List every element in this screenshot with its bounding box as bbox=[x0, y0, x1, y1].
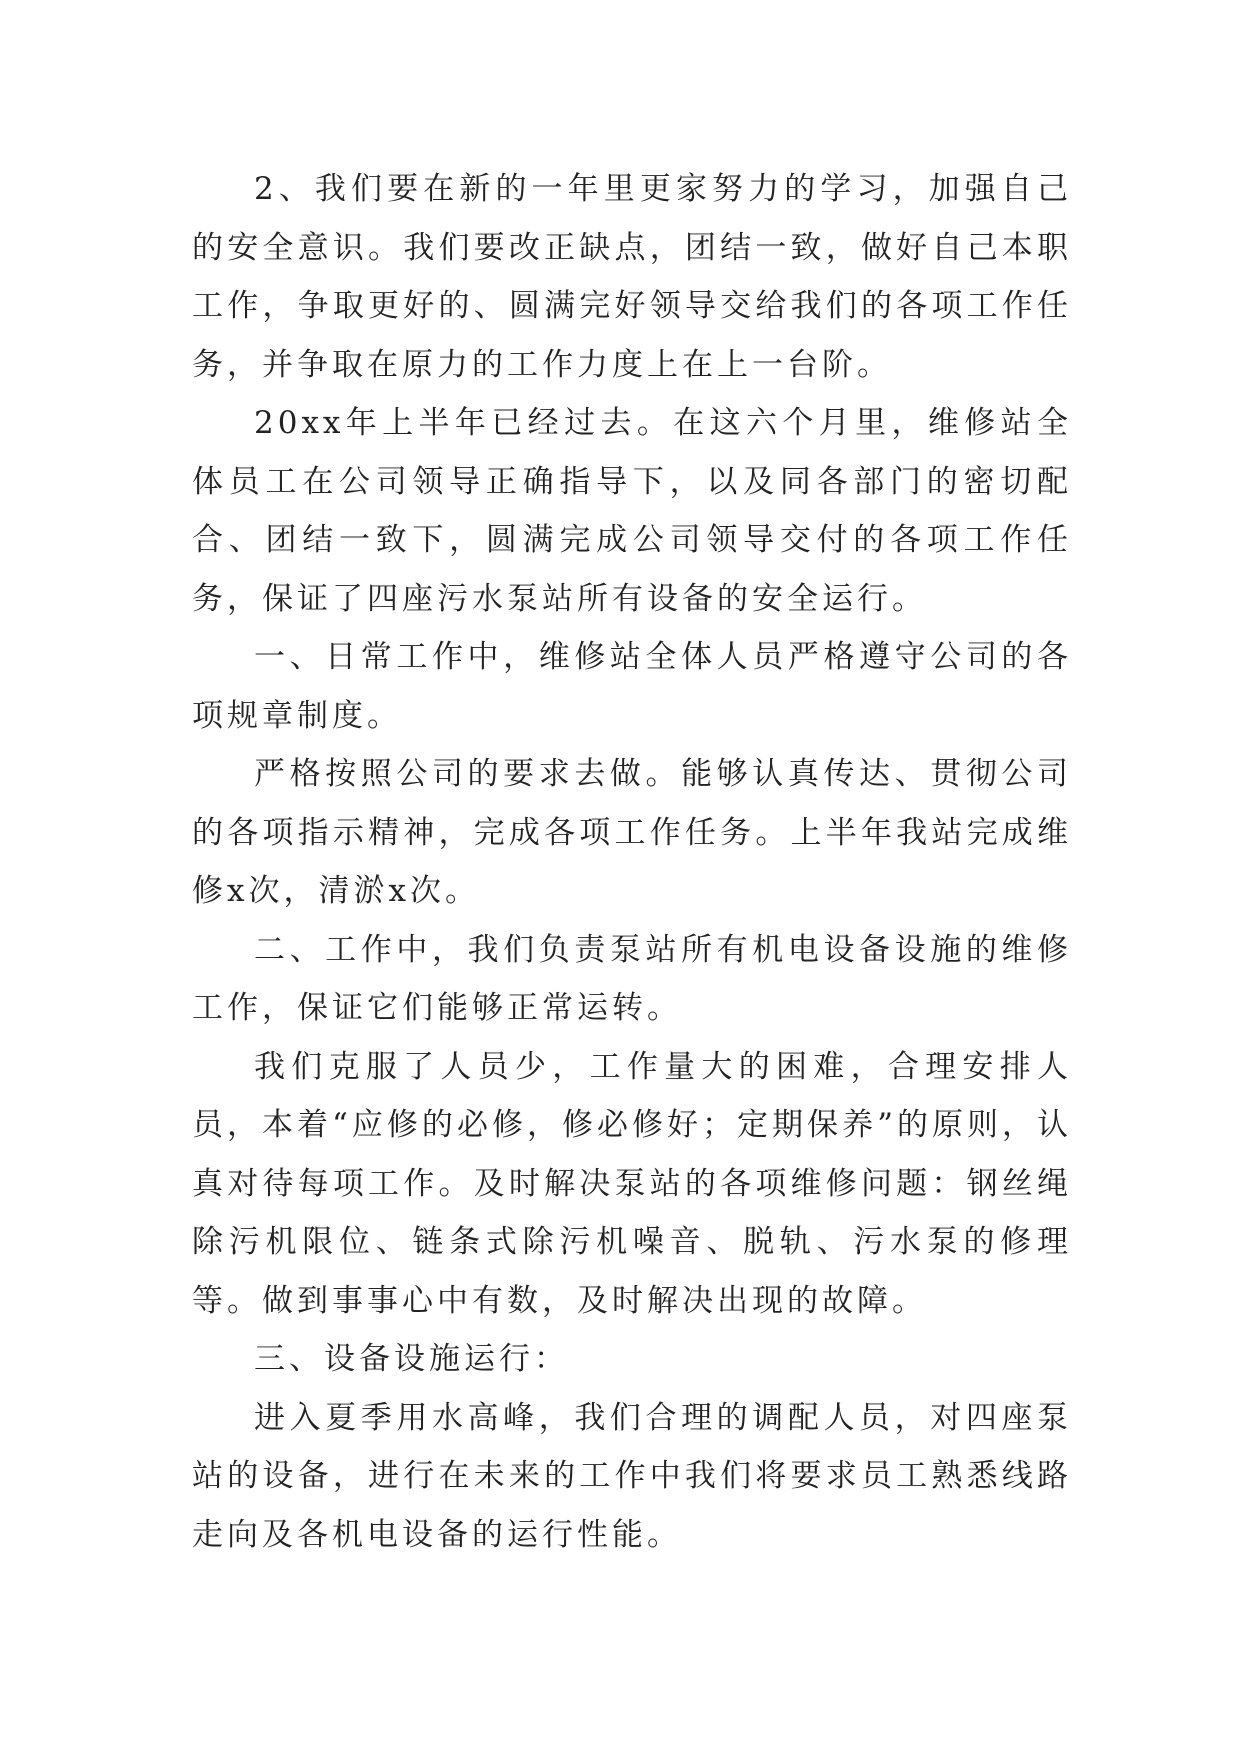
document-body bbox=[192, 160, 1072, 1564]
paragraph-7: 三、设备设施运行： bbox=[254, 1341, 569, 1377]
paragraph-6: 我们克服了人员少，工作量大的困难，合理安排人员，本着“应修的必修，修必修好；定期保养”的原则，认真对待每项工作。及时解决泵站的各项维修问题：钢丝绳除污机限位、链条式除污机噪音、脱轨、污水泵的修理等。做到事事心中有数，及时解决出现的故障。 bbox=[192, 1048, 1072, 1319]
paragraph-5: 二、工作中，我们负责泵站所有机电设备设施的维修工作，保证它们能够正常运转。 bbox=[192, 931, 1072, 1026]
paragraph-3: 一、日常工作中，维修站全体人员严格遵守公司的各项规章制度。 bbox=[192, 639, 1072, 734]
paragraph-8: 进入夏季用水高峰，我们合理的调配人员，对四座泵站的设备，进行在未来的工作中我们将要求员工熟悉线路走向及各机电设备的运行性能。 bbox=[192, 1399, 1072, 1553]
paragraph-4: 严格按照公司的要求去做。能够认真传达、贯彻公司的各项指示精神，完成各项工作任务。上半年我站完成维修x次，清淤x次。 bbox=[192, 756, 1072, 909]
paragraph-1: 2、我们要在新的一年里更家努力的学习，加强自己的安全意识。我们要改正缺点，团结一致，做好自己本职工作，争取更好的、圆满完好领导交给我们的各项工作任务，并争取在原力的工作力度上在上一台阶。 bbox=[192, 171, 1072, 383]
paragraph-2: 20xx年上半年已经过去。在这六个月里，维修站全体员工在公司领导正确指导下，以及同各部门的密切配合、团结一致下，圆满完成公司领导交付的各项工作任务，保证了四座污水泵站所有设备的安全运行。 bbox=[192, 405, 1072, 617]
